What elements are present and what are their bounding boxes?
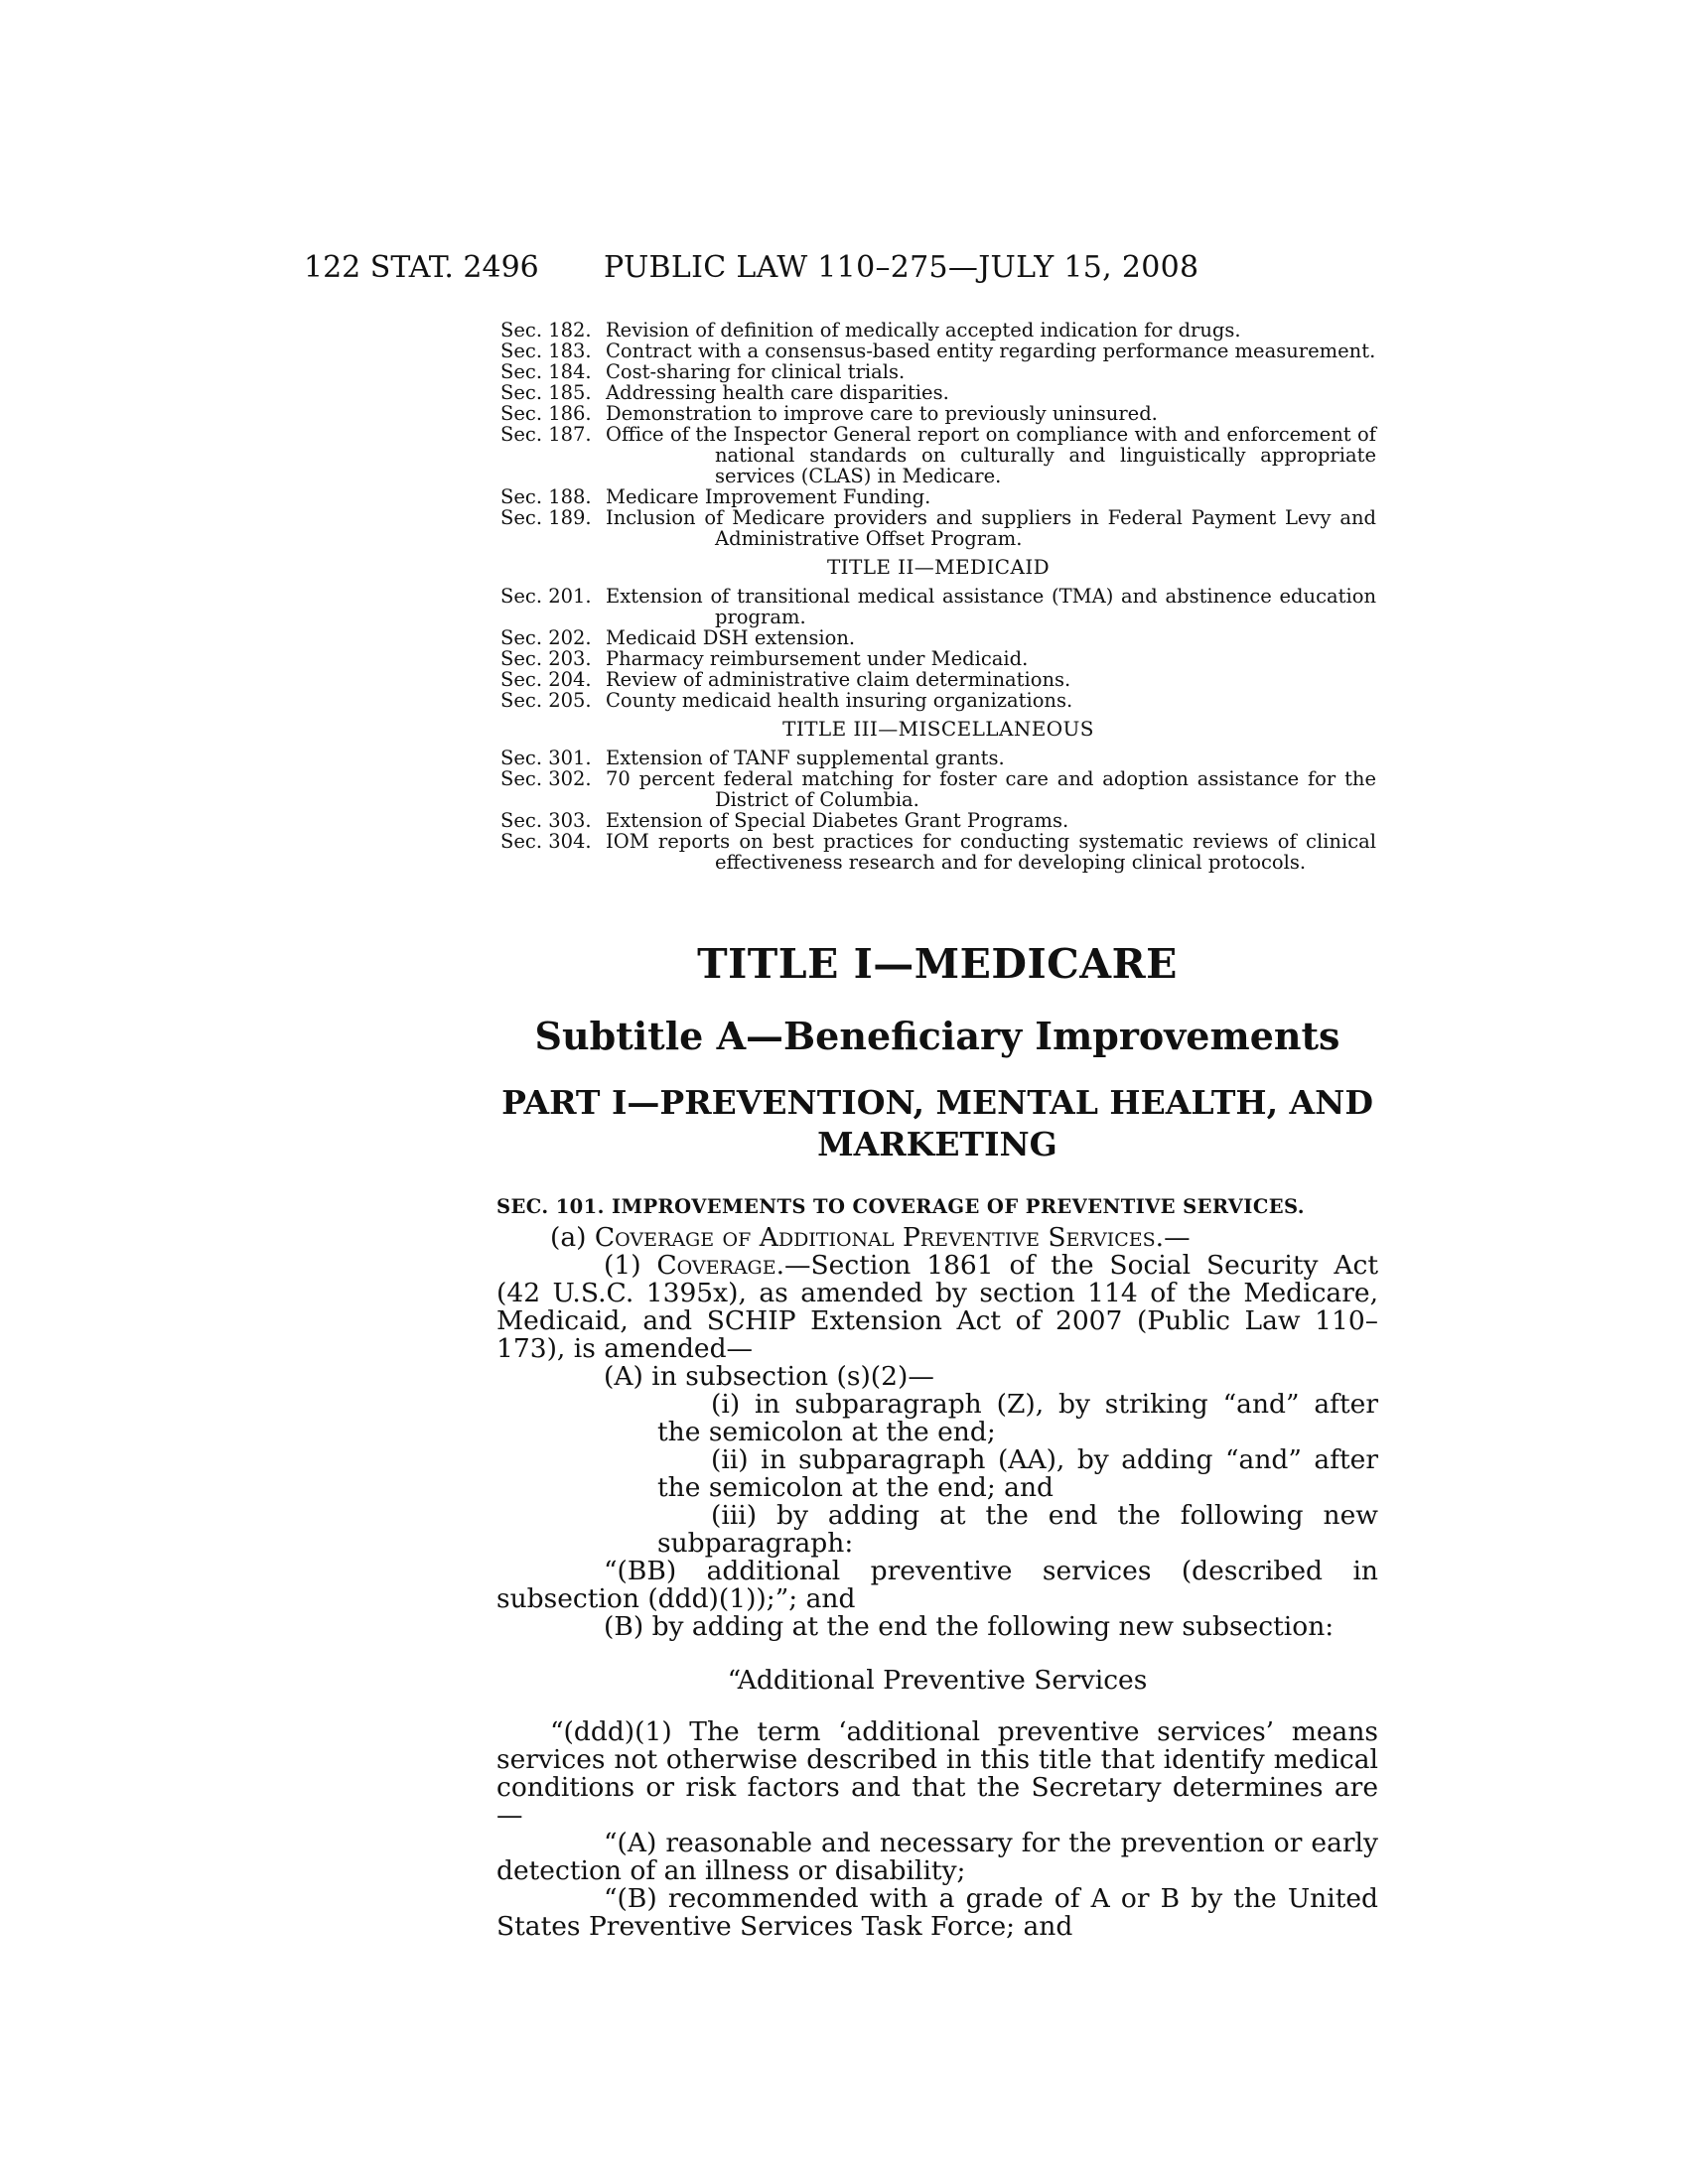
toc-entry-text: County medicaid health insuring organizations.: [606, 689, 1073, 712]
toc-entry-number: Sec. 304.: [500, 830, 592, 853]
toc-entry-number: Sec. 203.: [500, 647, 592, 670]
toc-entry-number: Sec. 185.: [500, 381, 592, 404]
toc-entry-number: Sec. 186.: [500, 402, 592, 425]
paragraph-1-text: .—Section 1861 of the Social Security Act (42 U.S.C. 1395x), as amended by section 114 of the Medicare, Medicaid, and SCHIP Extension Act of 2007 (Public Law 110–173), is amended—: [496, 1250, 1378, 1364]
stat-page-number: 122 STAT. 2496: [304, 250, 539, 285]
toc-entry-number: Sec. 303.: [500, 809, 592, 832]
paragraph-a-label: (a): [550, 1222, 595, 1253]
toc-title-medicaid: TITLE II—MEDICAID: [826, 555, 1051, 579]
toc-title-miscellaneous: TITLE III—MISCELLANEOUS: [782, 717, 1094, 741]
toc-entry-text: Demonstration to improve care to previously uninsured.: [606, 402, 1158, 425]
toc-entry: [500, 486, 1376, 507]
toc-entry-text: Extension of TANF supplemental grants.: [606, 747, 1005, 769]
toc-entry: [500, 361, 1376, 382]
toc-entry: [500, 831, 1376, 873]
paragraph-1: [496, 1252, 1378, 1363]
paragraph-ii: (ii) in subparagraph (AA), by adding “and” after the semicolon at the end; and: [657, 1444, 1378, 1503]
paragraph-iii: (iii) by adding at the end the following new subparagraph:: [657, 1500, 1378, 1559]
quoted-paragraph-ddd: “(ddd)(1) The term ‘additional preventive services’ means services not otherwise described in this title that identify medical conditions or risk factors and that the Secretary determines are—: [496, 1716, 1378, 1831]
toc-entry-text: Contract with a consensus-based entity regarding performance measurement.: [606, 340, 1376, 362]
toc-entry: [500, 382, 1376, 403]
quoted-paragraph-ddd-B: [496, 1885, 1378, 1941]
toc-entry-number: Sec. 188.: [500, 485, 592, 508]
toc-entry-number: Sec. 205.: [500, 689, 592, 712]
toc-entry: [500, 648, 1376, 669]
toc-entry-text: Extension of transitional medical assistance (TMA) and abstinence education program.: [606, 585, 1376, 628]
toc-entry-text: Medicaid DSH extension.: [606, 626, 856, 649]
toc-entry-text: Cost-sharing for clinical trials.: [606, 360, 906, 383]
title-heading: TITLE I—MEDICARE: [697, 940, 1178, 988]
quoted-paragraph-ddd-B-text: “(B) recommended with a grade of A or B by the United States Preventive Services Task Force; and: [496, 1883, 1378, 1942]
paragraph-A: (A) in subsection (s)(2)—: [604, 1361, 934, 1392]
toc-entry-number: Sec. 187.: [500, 423, 592, 446]
toc-title3-entries: [500, 748, 1376, 873]
toc-entry: [500, 341, 1376, 361]
toc-entry-text: IOM reports on best practices for conducting systematic reviews of clinical effectiveness research and for developing clinical protocols.: [606, 830, 1376, 874]
toc-title1-entries: [500, 320, 1376, 549]
toc-entry: [500, 810, 1376, 831]
paragraph-a-caption: Coverage of Additional Preventive Services: [594, 1222, 1156, 1253]
toc-entry-text: Inclusion of Medicare providers and suppliers in Federal Payment Levy and Administrative Offset Program.: [606, 506, 1376, 550]
toc-entry-text: Addressing health care disparities.: [606, 381, 949, 404]
section-body: [496, 1224, 1378, 1941]
paragraph-a: [496, 1224, 1378, 1252]
toc-entry: [500, 690, 1376, 711]
part-heading: PART I—PREVENTION, MENTAL HEALTH, AND MARKETING: [501, 1083, 1373, 1163]
toc-entry-text: Office of the Inspector General report on compliance with and enforcement of national standards on culturally and linguistically appropriate services (CLAS) in Medicare.: [606, 423, 1376, 487]
toc-entry-number: Sec. 202.: [500, 626, 592, 649]
toc-entry-text: 70 percent federal matching for foster care and adoption assistance for the District of Columbia.: [606, 767, 1376, 811]
quoted-paragraph-ddd-A-text: “(A) reasonable and necessary for the prevention or early detection of an illness or disability;: [496, 1828, 1378, 1886]
toc-entry-text: Extension of Special Diabetes Grant Programs.: [606, 809, 1069, 832]
toc-entry-text: Pharmacy reimbursement under Medicaid.: [606, 647, 1029, 670]
toc-entry-number: Sec. 302.: [500, 767, 592, 790]
paragraph-a-tail: .—: [1155, 1222, 1191, 1253]
toc-entry-number: Sec. 184.: [500, 360, 592, 383]
toc-entry-number: Sec. 182.: [500, 319, 592, 341]
paragraph-i: (i) in subparagraph (Z), by striking “and” after the semicolon at the end;: [657, 1389, 1378, 1447]
running-head-law-title: PUBLIC LAW 110–275—JULY 15, 2008: [604, 250, 1199, 285]
toc-entry-text: Revision of definition of medically accepted indication for drugs.: [606, 319, 1241, 341]
toc-entry-number: Sec. 201.: [500, 585, 592, 608]
toc-entry-number: Sec. 183.: [500, 340, 592, 362]
toc-entry-text: Review of administrative claim determinations.: [606, 668, 1071, 691]
toc-entry: [500, 768, 1376, 810]
table-of-contents: [500, 320, 1376, 873]
paragraph-B: (B) by adding at the end the following new subsection:: [604, 1611, 1335, 1642]
quoted-center-heading: “Additional Preventive Services: [727, 1665, 1148, 1696]
quoted-paragraph-ddd-A: [496, 1830, 1378, 1885]
toc-entry-number: Sec. 189.: [500, 506, 592, 529]
toc-entry: [500, 507, 1376, 549]
toc-entry-number: Sec. 204.: [500, 668, 592, 691]
toc-entry: [500, 403, 1376, 424]
toc-entry: [500, 627, 1376, 648]
subtitle-heading: Subtitle A—Beneficiary Improvements: [534, 1014, 1340, 1058]
toc-entry-text: Medicare Improvement Funding.: [606, 485, 931, 508]
toc-entry: [500, 748, 1376, 768]
quoted-paragraph-BB-text: “(BB) additional preventive services (described in subsection (ddd)(1));”; and: [496, 1556, 1378, 1614]
toc-entry-number: Sec. 301.: [500, 747, 592, 769]
toc-entry: [500, 586, 1376, 627]
page-header: [0, 250, 1688, 290]
main-content: [496, 941, 1378, 1941]
paragraph-1-caption: Coverage: [656, 1250, 776, 1281]
quoted-paragraph-BB: [496, 1558, 1378, 1613]
paragraph-1-label: (1): [604, 1250, 657, 1281]
toc-entry: [500, 320, 1376, 341]
toc-entry: [500, 424, 1376, 486]
toc-title2-entries: [500, 586, 1376, 711]
section-heading: SEC. 101. IMPROVEMENTS TO COVERAGE OF PREVENTIVE SERVICES.: [496, 1195, 1305, 1218]
toc-entry: [500, 669, 1376, 690]
